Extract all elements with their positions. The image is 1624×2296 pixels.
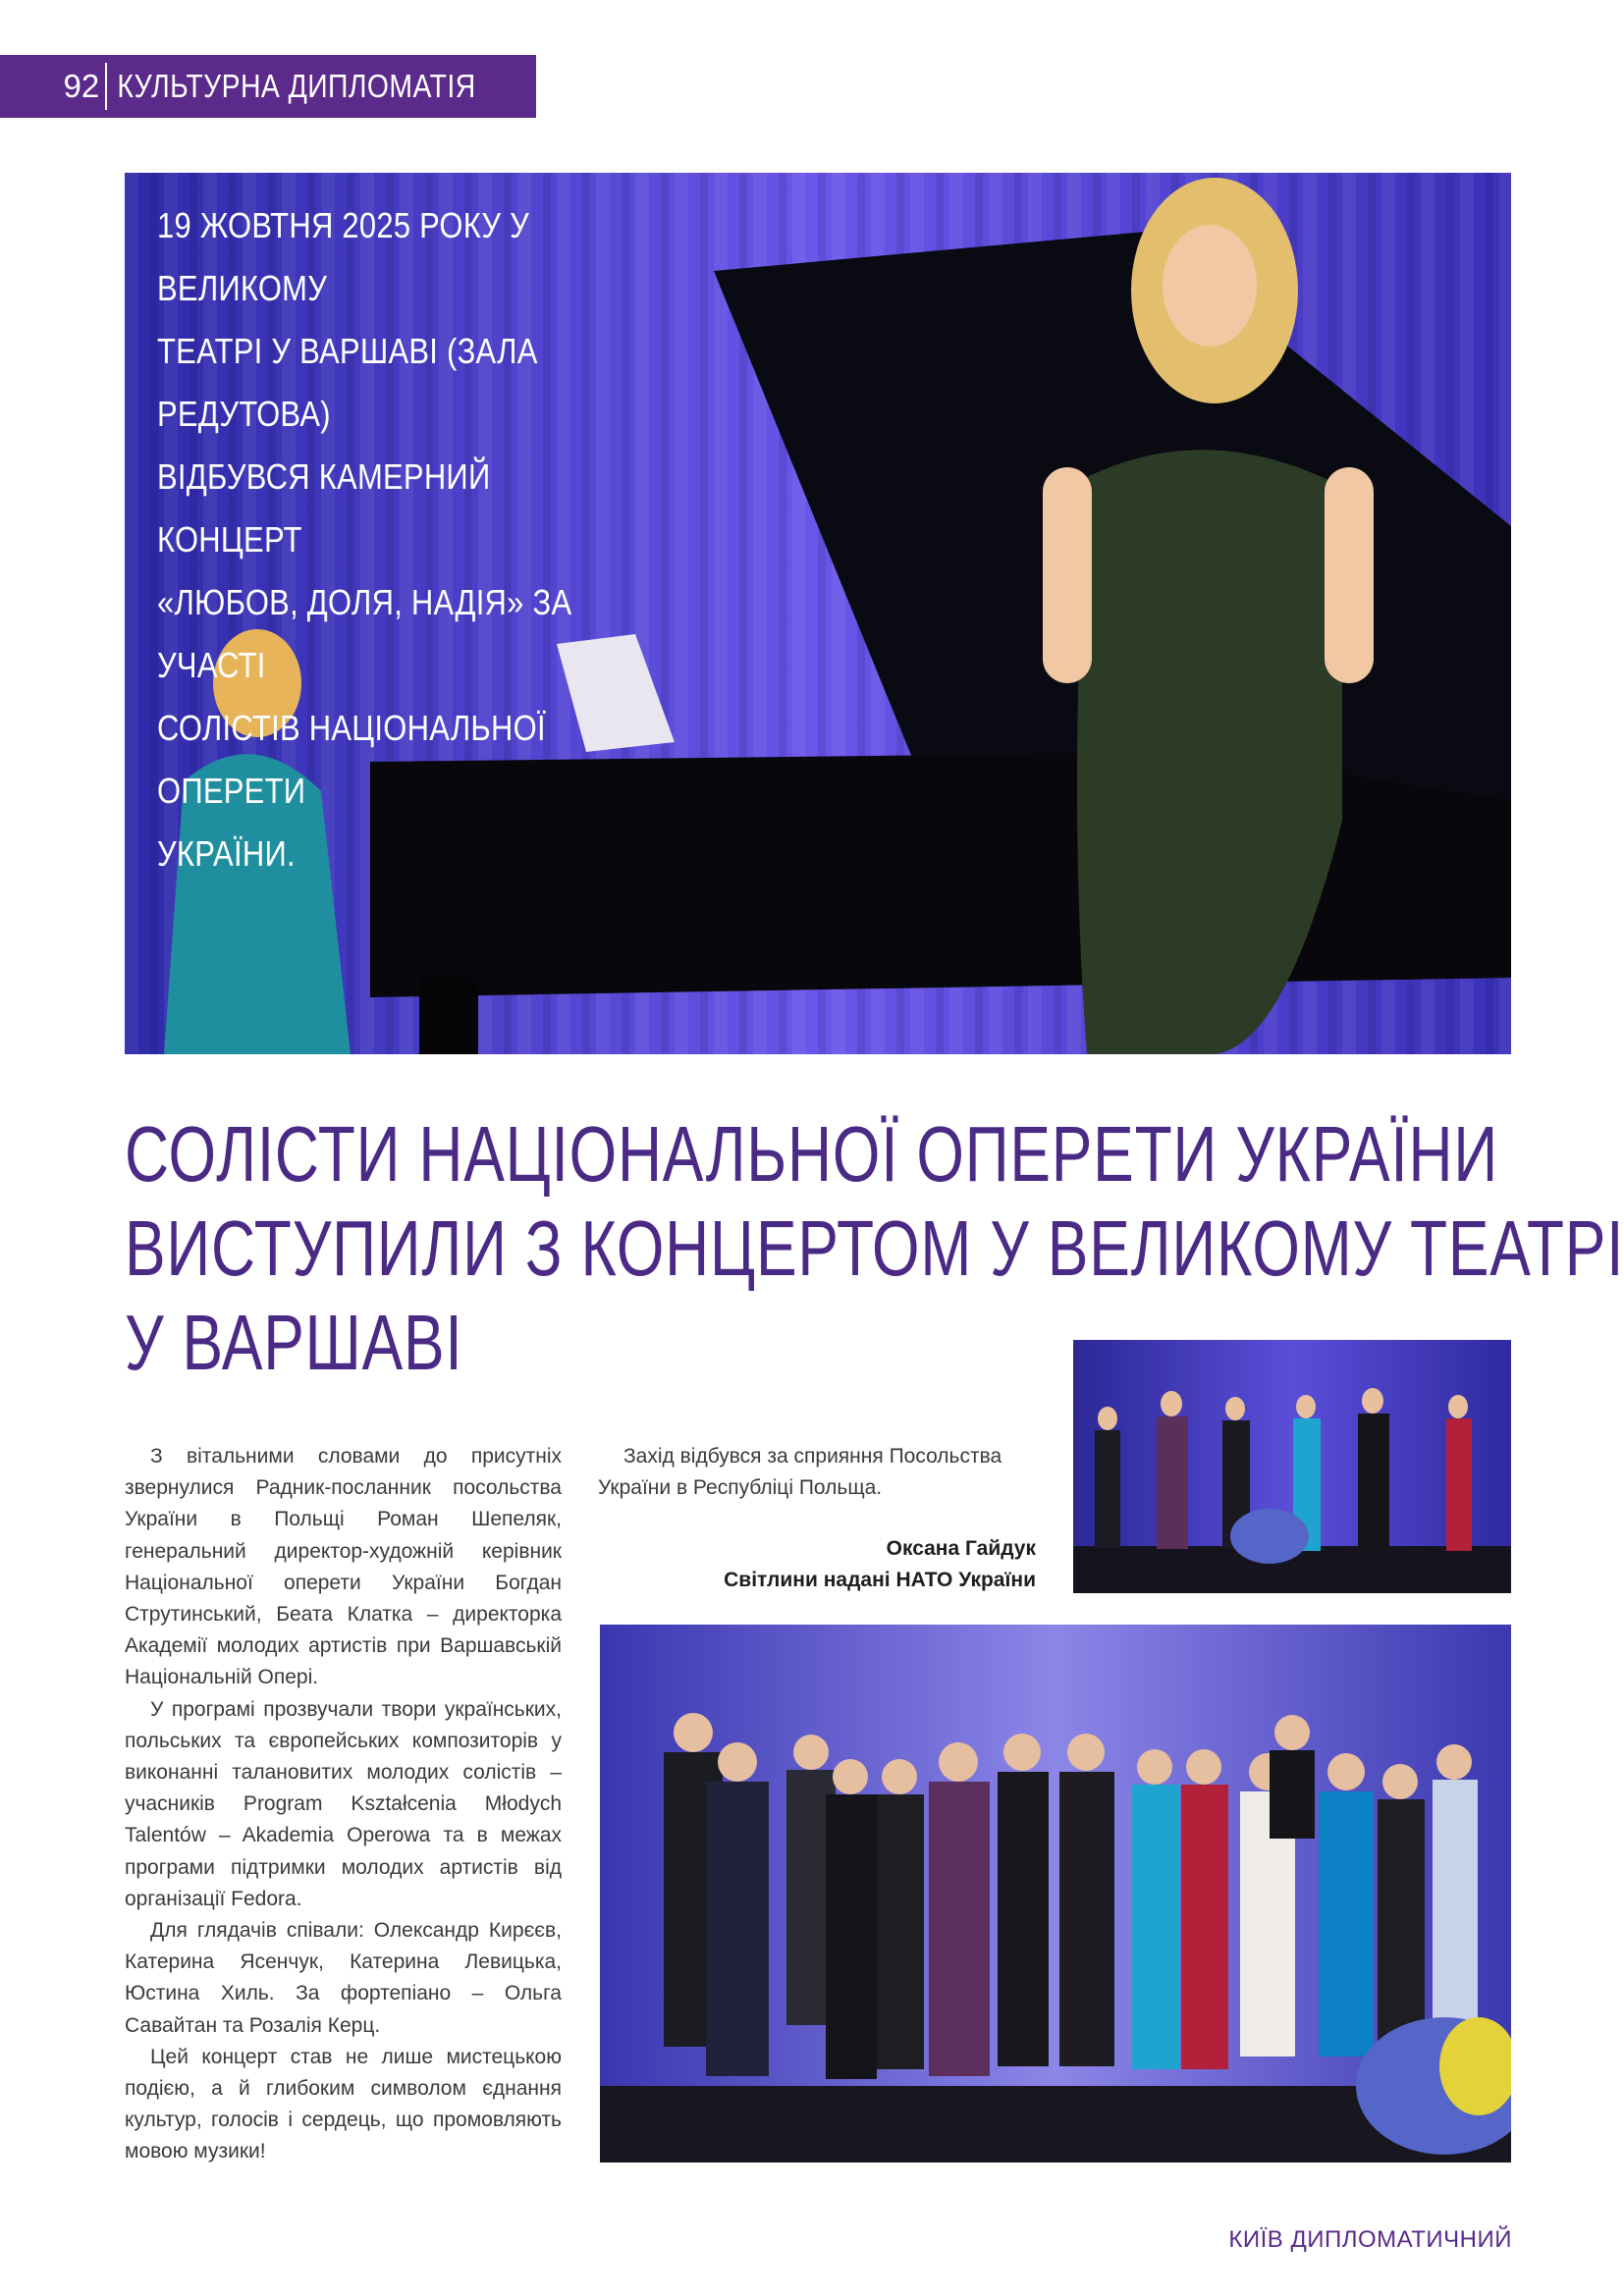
hero-caption-line: ВІДБУВСЯ КАМЕРНИЙ КОНЦЕРТ — [157, 456, 491, 560]
publication-name: КИЇВ ДИПЛОМАТИЧНИЙ — [1228, 2226, 1512, 2253]
page-number: 92 — [0, 63, 107, 110]
hero-caption-line: УКРАЇНИ. — [157, 833, 296, 874]
article-title-line: У ВАРШАВІ — [125, 1299, 463, 1386]
photo-group-stage — [600, 1625, 1511, 2163]
hero-caption-line: 19 ЖОВТНЯ 2025 РОКУ У ВЕЛИКОМУ — [157, 205, 530, 308]
article-title-line: СОЛІСТИ НАЦІОНАЛЬНОЇ ОПЕРЕТИ УКРАЇНИ — [125, 1110, 1498, 1198]
hero-caption-line: СОЛІСТІВ НАЦІОНАЛЬНОЇ ОПЕРЕТИ — [157, 708, 546, 811]
article-column-right — [598, 1441, 1036, 1504]
section-title: КУЛЬТУРНА ДИПЛОМАТІЯ — [117, 68, 476, 104]
hero-caption-line: ТЕАТРІ У ВАРШАВІ (ЗАЛА РЕДУТОВА) — [157, 331, 538, 434]
photo-credit: Світлини надані НАТО України — [724, 1569, 1036, 1591]
article-title — [125, 1107, 1624, 1390]
hero-caption-line: «ЛЮБОВ, ДОЛЯ, НАДІЯ» ЗА УЧАСТІ — [157, 582, 572, 685]
article-credits — [598, 1533, 1036, 1596]
hero-caption — [157, 194, 596, 885]
author-name: Оксана Гайдук — [886, 1537, 1036, 1560]
article-paragraph: У програмі прозвучали твори українських, польських та європейських композиторів у виконанні талановитих молодих солістів – учасників Program Kształcenia Młodych Talentów – Akademia Operowa та в межах програми підтримки молодих артистів від організації Fedora. — [125, 1697, 562, 1910]
article-paragraph: Цей концерт став не лише мистецькою подією, а й глибоким символом єднання культур, голосів і сердець, що промовляють мовою музики! — [125, 2045, 562, 2163]
article-paragraph: Для глядачів співали: Олександр Кирєєв, Катерина Ясенчук, Катерина Левицька, Юстина Хиль. За фортепіано – Ольга Савайтан та Розалія Керц. — [125, 1919, 562, 2037]
section-header — [0, 55, 536, 118]
article-paragraph: З вітальними словами до присутніх звернулися Радник-посланник посольства України в Польщі Роман Шепеляк, генеральний директор-художній керівник Національної оперети України Богдан Струтинський, Беата Клатка – директорка Академії молодих артистів при Варшавській Національній Опері. — [125, 1445, 562, 1689]
article-paragraph: Захід відбувся за сприяння Посольства України в Республіці Польща. — [598, 1445, 1002, 1499]
photo-performers-bow — [1073, 1340, 1511, 1593]
article-column-left — [125, 1441, 562, 2168]
article-title-line: ВИСТУПИЛИ З КОНЦЕРТОМ У ВЕЛИКОМУ ТЕАТРІ — [125, 1204, 1624, 1292]
